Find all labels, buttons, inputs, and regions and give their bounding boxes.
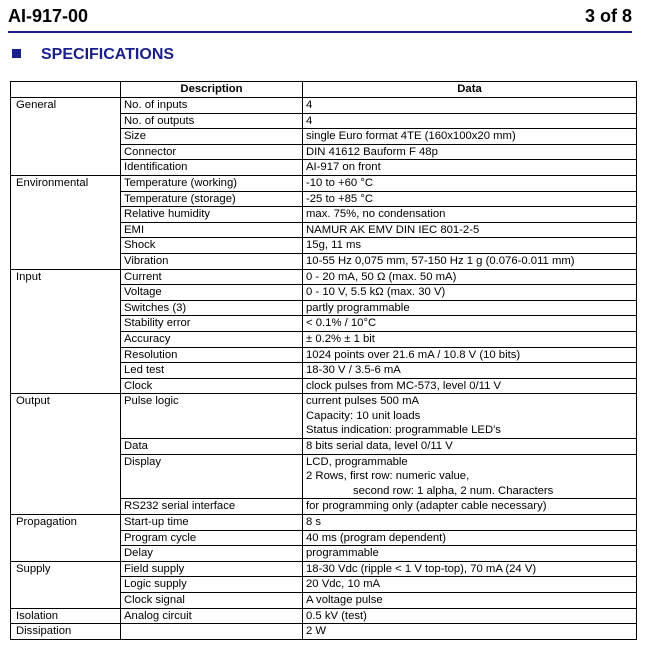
data-line: 40 ms (program dependent) [306, 531, 447, 544]
description-column-header: Description [121, 82, 303, 98]
data-line: -10 to +60 °C [306, 176, 374, 189]
description-cell: Stability error [121, 316, 303, 332]
description-cell: No. of outputs [121, 113, 303, 129]
description-cell: Temperature (working) [121, 175, 303, 191]
data-line: programmable [306, 547, 379, 560]
description-cell: Start-up time [121, 515, 303, 531]
page-number: 3 of 8 [584, 6, 632, 26]
description-cell [121, 624, 303, 640]
data-cell [303, 454, 637, 499]
description-cell: No. of inputs [121, 98, 303, 114]
data-line: 4 [306, 99, 313, 111]
data-line: 2 W [306, 625, 327, 638]
data-column-header: Data [303, 82, 637, 98]
data-cell [303, 300, 637, 316]
category-cell: Propagation [11, 515, 121, 562]
category-cell: General [11, 98, 121, 176]
data-line: current pulses 500 mA [306, 395, 420, 408]
table-row [11, 394, 637, 439]
data-cell [303, 129, 637, 145]
data-cell [303, 439, 637, 455]
data-line: 18-30 V / 3.5-6 mA [306, 364, 401, 377]
data-cell [303, 515, 637, 531]
data-cell [303, 113, 637, 129]
data-cell [303, 160, 637, 176]
specifications-table [10, 81, 637, 640]
section-heading [12, 46, 174, 68]
data-cell [303, 316, 637, 332]
data-cell [303, 331, 637, 347]
data-cell [303, 269, 637, 285]
specifications-body [11, 98, 637, 640]
category-cell: Isolation [11, 608, 121, 624]
description-cell: Temperature (storage) [121, 191, 303, 207]
data-cell [303, 144, 637, 160]
description-cell: Clock [121, 378, 303, 394]
category-cell: Output [11, 394, 121, 515]
category-cell: Environmental [11, 175, 121, 269]
description-cell: Display [121, 454, 303, 499]
description-cell: Size [121, 129, 303, 145]
data-line: 4 [306, 114, 313, 127]
description-cell: Pulse logic [121, 394, 303, 439]
table-row [11, 98, 637, 114]
data-cell [303, 253, 637, 269]
data-line: 15g, 11 ms [306, 239, 362, 252]
data-cell [303, 499, 637, 515]
data-cell [303, 561, 637, 577]
description-cell: RS232 serial interface [121, 499, 303, 515]
table-row [11, 561, 637, 577]
data-line: 2 Rows, first row: numeric value, [306, 470, 470, 483]
data-cell [303, 546, 637, 562]
table-row [11, 608, 637, 624]
data-line: NAMUR AK EMV DIN IEC 801-2-5 [306, 223, 480, 236]
data-cell [303, 530, 637, 546]
data-line: A voltage pulse [306, 594, 383, 606]
data-line: for programming only (adapter cable necessary) [306, 500, 547, 513]
data-line: 0.5 kV (test) [306, 609, 367, 622]
data-line: 0 - 10 V, 5.5 kΩ (max. 30 V) [306, 286, 446, 299]
description-cell: Relative humidity [121, 207, 303, 223]
table-row [11, 515, 637, 531]
data-line: second row: 1 alpha, 2 num. Characters [353, 484, 554, 497]
data-line: DIN 41612 Bauform F 48p [306, 145, 438, 158]
data-line: < 0.1% / 10°C [306, 317, 377, 330]
description-cell: Program cycle [121, 530, 303, 546]
data-cell [303, 98, 637, 114]
document-code: AI-917-00 [8, 6, 89, 26]
description-cell: Resolution [121, 347, 303, 363]
description-cell: Vibration [121, 253, 303, 269]
table-row [11, 624, 637, 640]
data-cell [303, 394, 637, 439]
description-cell: Current [121, 269, 303, 285]
description-cell: Accuracy [121, 331, 303, 347]
data-line: single Euro format 4TE (160x100x20 mm) [306, 130, 516, 143]
category-cell: Dissipation [11, 624, 121, 640]
data-line: Status indication: programmable LED's [306, 424, 501, 437]
data-line: 8 s [306, 516, 322, 529]
description-cell: Clock signal [121, 593, 303, 609]
table-header-row [11, 82, 637, 98]
data-cell [303, 577, 637, 593]
header-rule [8, 31, 632, 33]
description-cell: EMI [121, 222, 303, 238]
data-line: 8 bits serial data, level 0/11 V [306, 440, 453, 453]
description-cell: Data [121, 439, 303, 455]
data-line: AI-917 on front [306, 161, 381, 174]
description-cell: Led test [121, 363, 303, 379]
data-cell [303, 363, 637, 379]
description-cell: Logic supply [121, 577, 303, 593]
table-row [11, 175, 637, 191]
description-cell: Voltage [121, 285, 303, 301]
category-cell: Supply [11, 561, 121, 608]
data-line: 0 - 20 mA, 50 Ω (max. 50 mA) [306, 270, 457, 283]
description-cell: Analog circuit [121, 608, 303, 624]
data-line: 10-55 Hz 0,075 mm, 57-150 Hz 1 g (0.076-0.011 mm) [306, 254, 575, 267]
data-cell [303, 593, 637, 609]
table-row [11, 269, 637, 285]
data-line: 18-30 Vdc (ripple < 1 V top-top), 70 mA (24 V) [306, 562, 537, 575]
category-cell: Input [11, 269, 121, 394]
data-cell [303, 347, 637, 363]
data-cell [303, 285, 637, 301]
data-line: Capacity: 10 unit loads [306, 409, 421, 422]
data-line: partly programmable [306, 301, 410, 314]
data-cell [303, 378, 637, 394]
data-line: max. 75%, no condensation [306, 208, 446, 221]
description-cell: Delay [121, 546, 303, 562]
data-line: 1024 points over 21.6 mA / 10.8 V (10 bits) [306, 348, 521, 361]
data-cell [303, 175, 637, 191]
description-cell: Shock [121, 238, 303, 254]
data-cell [303, 191, 637, 207]
description-cell: Identification [121, 160, 303, 176]
data-line: ± 0.2% ± 1 bit [306, 332, 375, 345]
description-cell: Switches (3) [121, 300, 303, 316]
data-cell [303, 207, 637, 223]
data-line: -25 to +85 °C [306, 192, 374, 205]
description-cell: Connector [121, 144, 303, 160]
data-line: clock pulses from MC-573, level 0/11 V [306, 379, 502, 392]
description-cell: Field supply [121, 561, 303, 577]
data-line: 20 Vdc, 10 mA [306, 578, 381, 591]
data-cell [303, 222, 637, 238]
data-cell [303, 238, 637, 254]
square-bullet-icon [12, 49, 21, 58]
category-column-header [11, 82, 121, 98]
data-cell [303, 608, 637, 624]
section-title: SPECIFICATIONS [41, 46, 175, 63]
page-header [8, 6, 632, 30]
data-cell [303, 624, 637, 640]
data-line: LCD, programmable [306, 455, 408, 468]
